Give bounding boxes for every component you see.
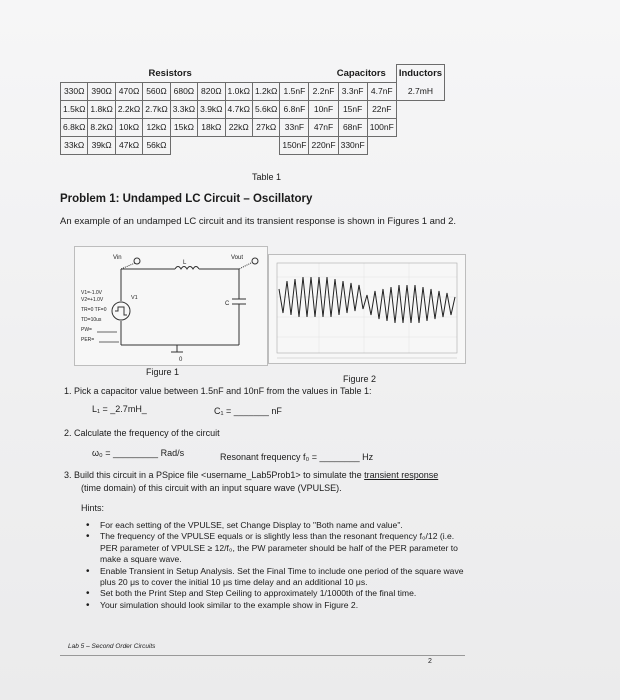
table-cell: 2.2nF bbox=[309, 82, 338, 100]
capacitor-blank: C₁ = _______ nF bbox=[214, 406, 282, 416]
table-cell bbox=[396, 100, 444, 118]
figure-2-waveform bbox=[268, 254, 466, 364]
table-cell bbox=[198, 136, 225, 154]
ground-label: 0 bbox=[179, 357, 183, 363]
page-number: 2 bbox=[428, 658, 432, 665]
transient-plot bbox=[269, 255, 465, 363]
figure-1-circuit bbox=[74, 246, 268, 366]
table-cell: 15nF bbox=[338, 100, 367, 118]
table-cell: 680Ω bbox=[170, 82, 197, 100]
step-2-text: 2. Calculate the frequency of the circuit bbox=[64, 428, 220, 438]
table-cell bbox=[396, 118, 444, 136]
table-cell: 10kΩ bbox=[115, 118, 142, 136]
table-cell: 2.2kΩ bbox=[115, 100, 142, 118]
capacitor-label: C bbox=[225, 301, 230, 307]
footer-label: Lab 5 – Second Order Circuits bbox=[68, 643, 156, 650]
table-cell bbox=[225, 136, 252, 154]
table-cell: 3.3nF bbox=[338, 82, 367, 100]
table-cell: 390Ω bbox=[88, 82, 115, 100]
footer-divider bbox=[60, 655, 465, 656]
table-cell: 47kΩ bbox=[115, 136, 142, 154]
table-cell: 33nF bbox=[280, 118, 309, 136]
table-cell: 6.8kΩ bbox=[61, 118, 88, 136]
table-row bbox=[61, 118, 445, 136]
problem-title: Problem 1: Undamped LC Circuit – Oscillatory bbox=[60, 193, 313, 205]
table-cell: 8.2kΩ bbox=[88, 118, 115, 136]
param-v2: V2=+1.0V bbox=[81, 297, 104, 303]
inductor-label: L bbox=[183, 260, 187, 266]
table-caption: Table 1 bbox=[252, 172, 282, 182]
table-cell: 1.2kΩ bbox=[252, 82, 279, 100]
table-cell: 4.7kΩ bbox=[225, 100, 252, 118]
table-cell: 3.3kΩ bbox=[170, 100, 197, 118]
figure-2-caption: Figure 2 bbox=[343, 374, 377, 384]
step-3-text-a: 3. Build this circuit in a PSpice file <username_Lab5Prob1> to simulate the bbox=[64, 470, 365, 480]
param-tr-tf: TR=0 TF=0 bbox=[81, 307, 107, 313]
table-cell: 47nF bbox=[309, 118, 338, 136]
table-cell: 1.5nF bbox=[280, 82, 309, 100]
hints-list bbox=[86, 520, 466, 611]
table-cell: 68nF bbox=[338, 118, 367, 136]
component-table bbox=[60, 64, 445, 155]
table-cell: 330nF bbox=[338, 136, 367, 154]
table-cell: 18kΩ bbox=[198, 118, 225, 136]
hints-label: Hints: bbox=[81, 503, 105, 513]
circuit-diagram bbox=[75, 247, 267, 365]
table-cell bbox=[170, 136, 197, 154]
table-cell: 22nF bbox=[367, 100, 396, 118]
param-td: TD=10us bbox=[81, 317, 102, 323]
table-row bbox=[61, 82, 445, 100]
param-v1: V1=-1.0V bbox=[81, 290, 102, 296]
vin-label: Vin bbox=[113, 255, 122, 261]
table-cell: 2.7mH bbox=[396, 82, 444, 100]
table-cell: 39kΩ bbox=[88, 136, 115, 154]
table-cell: 470Ω bbox=[115, 82, 142, 100]
table-cell: 2.7kΩ bbox=[143, 100, 170, 118]
vout-label: Vout bbox=[231, 255, 244, 261]
table-cell: 100nF bbox=[367, 118, 396, 136]
source-label: V1 bbox=[131, 295, 138, 301]
inductors-header: Inductors bbox=[396, 65, 444, 83]
table-row bbox=[61, 100, 445, 118]
list-item: • The frequency of the VPULSE equals or is slightly less than the resonant frequency f₀/12 (i.e. PER parameter of VPULSE ≥ 12/f₀, the PW parameter should be half of the PER parameter to make a square wave. bbox=[86, 531, 466, 565]
figure-1-caption: Figure 1 bbox=[146, 367, 180, 377]
table-cell: 5.6kΩ bbox=[252, 100, 279, 118]
step-3-text-b: (time domain) of this circuit with an input square wave (VPULSE). bbox=[81, 483, 342, 493]
param-pw: PW= bbox=[81, 327, 92, 333]
table-cell: 1.0kΩ bbox=[225, 82, 252, 100]
table-cell: 4.7nF bbox=[367, 82, 396, 100]
omega-blank: ω₀ = _________ Rad/s bbox=[92, 448, 185, 458]
table-cell: 10nF bbox=[309, 100, 338, 118]
table-cell: 330Ω bbox=[61, 82, 88, 100]
table-cell: 15kΩ bbox=[170, 118, 197, 136]
problem-intro: An example of an undamped LC circuit and its transient response is shown in Figures 1 and 2. bbox=[60, 216, 457, 227]
list-item: • Enable Transient in Setup Analysis. Set the Final Time to include one period of the square wave plus 20 μs to cover the initial 10 μs time delay and an additional 10 μs. bbox=[86, 566, 466, 589]
table-row bbox=[61, 136, 445, 154]
table-cell: 1.5kΩ bbox=[61, 100, 88, 118]
table-cell: 33kΩ bbox=[61, 136, 88, 154]
inductor-value: L₁ = _2.7mH_ bbox=[92, 404, 147, 414]
resistors-header: Resistors bbox=[148, 67, 192, 79]
table-cell: 6.8nF bbox=[280, 100, 309, 118]
table-cell: 27kΩ bbox=[252, 118, 279, 136]
table-cell: 12kΩ bbox=[143, 118, 170, 136]
table-cell: 150nF bbox=[280, 136, 309, 154]
oscillation-trace bbox=[279, 277, 455, 323]
capacitors-header: Capacitors bbox=[336, 67, 386, 79]
table-cell bbox=[252, 136, 279, 154]
transient-response-link[interactable]: transient response bbox=[364, 470, 439, 480]
table-cell bbox=[396, 136, 444, 154]
step-1-text: 1. Pick a capacitor value between 1.5nF and 10nF from the values in Table 1: bbox=[64, 386, 372, 396]
list-item: • For each setting of the VPULSE, set Change Display to "Both name and value". bbox=[86, 520, 466, 531]
table-cell bbox=[367, 136, 396, 154]
param-per: PER= bbox=[81, 337, 95, 343]
table-cell: 3.9kΩ bbox=[198, 100, 225, 118]
table-cell: 56kΩ bbox=[143, 136, 170, 154]
step-3-text bbox=[64, 470, 438, 480]
table-cell: 820Ω bbox=[198, 82, 225, 100]
table-cell: 560Ω bbox=[143, 82, 170, 100]
table-cell: 22kΩ bbox=[225, 118, 252, 136]
frequency-blank: Resonant frequency f₀ = ________ Hz bbox=[220, 452, 374, 462]
table-cell: 220nF bbox=[309, 136, 338, 154]
list-item: • Your simulation should look similar to the example show in Figure 2. bbox=[86, 600, 466, 611]
table-cell: 1.8kΩ bbox=[88, 100, 115, 118]
list-item: • Set both the Print Step and Step Ceiling to approximately 1/1000th of the final time. bbox=[86, 588, 466, 599]
